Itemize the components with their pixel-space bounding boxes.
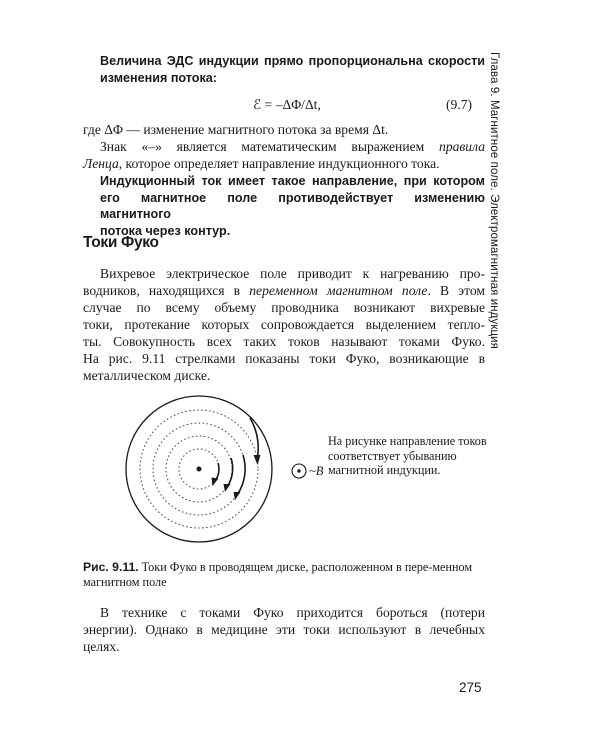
para-line: случае по всему объему проводника возникают вихревые: [83, 300, 485, 315]
sign-text: Знак «–» является математическим выражением: [100, 139, 440, 154]
disk-center-dot: [197, 467, 202, 472]
arrowhead-icon: [212, 478, 219, 487]
sign-term: правила: [439, 139, 485, 154]
where-line: где ΔΦ — изменение магнитного потока за время Δt.: [83, 122, 389, 137]
lenz-rule-line: его магнитное поле противодействует изменению магнитного: [100, 190, 485, 221]
lenz-rule-line: потока через контур.: [100, 223, 231, 238]
field-dot: [297, 469, 300, 472]
para-line: На рис. 9.11 стрелками показаны токи Фуко, возникающие в: [83, 351, 485, 366]
figure-note: На рисунке направление токов соответствует убыванию магнитной индукции.: [328, 434, 487, 477]
para-line: токи, протекание которых сопровождается выделением тепло-: [83, 317, 485, 332]
para-line: В технике с токами Фуко приходится бороться (потери: [100, 605, 485, 620]
para-text: водников, находящихся в: [83, 283, 250, 298]
arrowhead-icon: [254, 455, 261, 465]
para-line: целях.: [83, 639, 120, 654]
para-line: энергии). Однако в медицине эти токи используют в лечебных: [83, 622, 485, 637]
formula-number: (9.7): [446, 97, 473, 112]
para-text: . В этом: [427, 283, 485, 298]
caption-text: Токи Фуко в проводящем диске, расположенном в пере-менном магнитном поле: [83, 560, 473, 589]
para-line: Вихревое электрическое поле приводит к нагреванию про-: [100, 266, 485, 281]
sign-term-lenz: Ленца: [83, 156, 119, 171]
lenz-rule-line: Индукционный ток имеет такое направление, при котором: [100, 174, 485, 188]
sign-text-2: , которое определяет направление индукционного тока.: [118, 156, 440, 171]
page-number: 275: [459, 680, 482, 695]
field-label: ~B: [309, 464, 324, 478]
section-heading: Токи Фуко: [83, 234, 159, 251]
emf-rule-line: Величина ЭДС индукции прямо пропорциональна скорости: [100, 54, 485, 68]
chapter-running-title: Глава 9. Магнитное поле. Электромагнитная индукция: [488, 52, 500, 350]
current-arrow-2: [227, 458, 233, 487]
para-line: ты. Совокупность всех таких токов называют токами Фуко.: [83, 334, 485, 349]
emf-rule-line: изменения потока:: [100, 70, 217, 85]
medicine-paragraph: [83, 604, 485, 655]
current-arrow-3: [237, 455, 245, 495]
arrowhead-icon: [224, 484, 231, 492]
figure-caption: [83, 560, 483, 590]
para-line: металлическом диске.: [83, 368, 211, 383]
caption-label: Рис. 9.11.: [83, 560, 139, 574]
para-emphasis: переменном магнитном поле: [249, 283, 428, 298]
formula: ℰ = –ΔΦ/Δt,: [253, 97, 321, 112]
